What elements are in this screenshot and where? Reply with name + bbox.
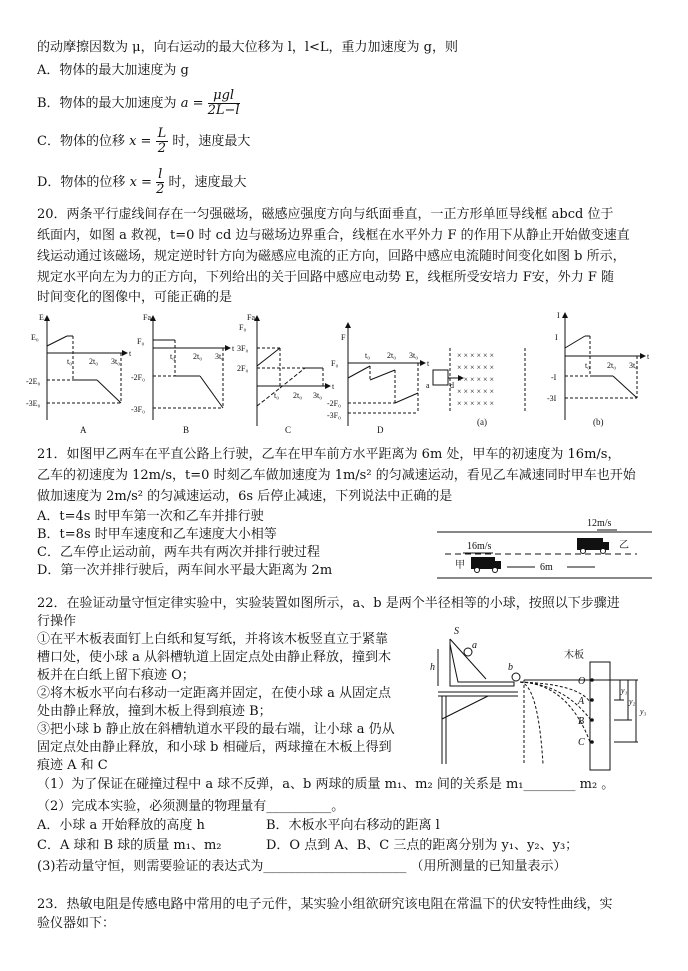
tick-label: I bbox=[555, 333, 558, 342]
q19-option-d-text: D．物体的位移 bbox=[37, 175, 126, 190]
tick-label: 3t₀ bbox=[111, 357, 121, 366]
label-y1: y₁ bbox=[621, 686, 628, 695]
q20-line-4: 规定水平向左为力的正方向，下列给出的关于回路中感应电动势 E，线框所受安培力 F安，外力 F 随 bbox=[37, 270, 615, 285]
fraction-numerator: L bbox=[157, 126, 167, 141]
axis-label: t bbox=[332, 382, 335, 391]
q23-line-1: 23．热敏电阻是传感电路中常用的电子元件，某实验小组欲研究该电阻在常温下的伏安特性曲线，实 bbox=[37, 897, 613, 912]
fraction-denominator: 2 bbox=[156, 182, 165, 197]
q19-option-b-fraction bbox=[208, 89, 240, 118]
q20-line-3: 线运动通过该磁场，规定逆时针方向为磁感应电流的正方向，回路中感应电流随时间变化如图 b 所示， bbox=[37, 249, 626, 264]
q21-option-d: D．第一次并排行驶后，两车间水平最大距离为 2m bbox=[37, 563, 333, 578]
field-crosses bbox=[457, 351, 494, 408]
label-distance: 6m bbox=[540, 562, 553, 573]
q19-option-d-fraction bbox=[156, 168, 164, 197]
q22-sub-1: （1）为了保证在碰撞过程中 a 球不反弹，a、b 两球的质量 m₁、m₂ 间的关系是 m₁________ m₂ 。 bbox=[37, 777, 615, 792]
q22-step-1: ①在平木板表面钉上白纸和复写纸，并将该木板竖直立于紧靠 bbox=[37, 632, 389, 647]
q22-step-2: 槽口处，使小球 a 从斜槽轨道上固定点处由静止释放，撞到木 bbox=[37, 650, 392, 665]
q22-step-6: ③把小球 b 静止放在斜槽轨道水平段的最右端，让小球 a 仍从 bbox=[37, 722, 395, 737]
q21-option-c: C．乙车停止运动前，两车共有两次并排行驶过程 bbox=[37, 545, 320, 560]
label-board: 木板 bbox=[564, 650, 584, 661]
q19-option-c-text: C．物体的位移 bbox=[37, 134, 125, 149]
tick-label: F₀ bbox=[331, 359, 339, 368]
tick-label: 2t₀ bbox=[193, 352, 203, 361]
tick-label: -3I bbox=[547, 394, 557, 403]
graph-label: C bbox=[285, 425, 292, 435]
q19-option-b-text: B．物体的最大加速度为 bbox=[37, 96, 177, 111]
graph-label: (a) bbox=[477, 417, 487, 427]
label-v-jia: 16m/s bbox=[467, 541, 492, 552]
axis-label: E bbox=[39, 313, 44, 322]
q22-option-a: A．小球 a 开始释放的高度 h bbox=[37, 818, 205, 833]
graph-c bbox=[257, 316, 330, 426]
car-yi bbox=[577, 538, 609, 554]
q19-option-b-lhs: a = bbox=[180, 96, 204, 111]
tick-label: t₀ bbox=[365, 351, 371, 360]
svg-text:× × × × × ×: × × × × × × bbox=[457, 387, 495, 396]
fraction-denominator: 2 bbox=[157, 141, 167, 156]
axis-label: Fa bbox=[247, 313, 255, 322]
car-jia bbox=[471, 557, 501, 573]
mark-c bbox=[590, 740, 594, 744]
q22-step-7: 固定点处由静止释放，和小球 b 相碰后，两球撞在木板上得到 bbox=[37, 740, 392, 755]
tick-label: F₀ bbox=[239, 323, 247, 332]
q21-line-2: 乙车的初速度为 12m/s，t=0 时刻乙车做加速度为 1m/s² 的匀减速运动，看见乙车减速同时甲车也开始 bbox=[37, 468, 636, 483]
tick-label: -3F₀ bbox=[131, 405, 145, 414]
q20-line-2: 纸面内，如图 a 救视，t=0 时 cd 边与磁场边界重合，线框在水平外力 F 的作用下从静止开始做变速直 bbox=[37, 228, 630, 243]
label-o: O bbox=[578, 676, 586, 687]
q20-line-1: 20．两条平行虚线间存在一匀强磁场，磁感应强度方向与纸面垂直，一正方形单匝导线框 abcd 位于 bbox=[37, 207, 614, 222]
q21-line-1: 21．如图甲乙两车在平直公路上行驶，乙车在甲车前方水平距离为 6m 处，甲车的初速度为 16m/s， bbox=[37, 447, 621, 462]
tick-label: 3F₀ bbox=[237, 344, 249, 353]
q22-option-d: D．O 点到 A、B、C 三点的距离分别为 y₁、y₂、y₃； bbox=[266, 838, 579, 853]
graph-d bbox=[348, 323, 425, 426]
q22-step-5: 处由静止释放，撞到木板上得到痕迹 B； bbox=[37, 704, 272, 719]
fraction-numerator: μgl bbox=[208, 89, 240, 104]
q19-option-d bbox=[37, 165, 247, 201]
q22-line-1: 22．在验证动量守恒定律实验中，实验装置如图所示，a、b 是两个半径相等的小球，按照以下步骤进 bbox=[37, 596, 620, 611]
frame-label-a: a bbox=[426, 381, 430, 390]
mark-a bbox=[590, 698, 594, 702]
tick-label: 3t₀ bbox=[313, 391, 323, 400]
axis-label: I bbox=[557, 311, 560, 320]
tick-label: t₀ bbox=[170, 352, 176, 361]
label-y2: y₂ bbox=[629, 697, 636, 706]
axis-label: t bbox=[232, 344, 235, 353]
tick-label: 2t₀ bbox=[89, 357, 99, 366]
q21-option-b: B．t=8s 时甲车速度和乙车速度大小相等 bbox=[37, 527, 277, 542]
q19-option-c-lhs: x = bbox=[129, 134, 152, 149]
label-v-yi: 12m/s bbox=[587, 518, 612, 529]
mark-o bbox=[590, 678, 594, 682]
q19-option-d-post: 时，速度最大 bbox=[168, 175, 247, 190]
tick-label: -3E₀ bbox=[26, 399, 41, 408]
q20-line-5: 时间变化的图像中，可能正确的是 bbox=[37, 290, 233, 305]
axis-label: F bbox=[341, 333, 346, 342]
q23-line-2: 验仪器如下： bbox=[37, 916, 116, 931]
tick-label: 2t₀ bbox=[607, 361, 617, 370]
q21-option-a: A．t=4s 时甲车第一次和乙车并排行驶 bbox=[37, 509, 264, 524]
tick-label: -2F₀ bbox=[327, 399, 341, 408]
axis-label: t bbox=[647, 352, 650, 361]
label-C: C bbox=[578, 737, 585, 748]
tick-label: -I bbox=[551, 373, 557, 382]
ball-b bbox=[512, 673, 520, 681]
mark-b bbox=[590, 718, 594, 722]
q19-option-b bbox=[37, 86, 240, 122]
label-y3: y₃ bbox=[640, 707, 647, 716]
tick-label: 2F₀ bbox=[237, 364, 249, 373]
graph-a bbox=[47, 316, 127, 420]
label-a: a bbox=[472, 640, 477, 651]
q19-option-c bbox=[37, 124, 250, 160]
q22-step-8: 痕迹 A 和 C bbox=[37, 758, 108, 773]
axis-label: t bbox=[427, 359, 430, 368]
tick-label: 3t₀ bbox=[215, 352, 225, 361]
tick-label: t₀ bbox=[274, 391, 280, 400]
graph-label: A bbox=[80, 425, 87, 435]
q22-step-4: ②将木板水平向右移动一定距离并固定，在使小球 a 从固定点 bbox=[37, 686, 392, 701]
graph-label: B bbox=[183, 425, 190, 435]
q19-option-a: A．物体的最大加速度为 g bbox=[37, 63, 189, 78]
q22-step-3: 板并在白纸上留下痕迹 O； bbox=[37, 668, 195, 683]
tick-label: 2t₀ bbox=[387, 351, 397, 360]
tick-label: 3t₀ bbox=[629, 361, 639, 370]
tick-label: 2t₀ bbox=[293, 391, 303, 400]
frame-label-d: d bbox=[450, 381, 454, 390]
tick-label: -2F₀ bbox=[131, 373, 145, 382]
tick-label: 3t₀ bbox=[409, 351, 419, 360]
tick-label: t₀ bbox=[67, 357, 73, 366]
graph-label: (b) bbox=[593, 417, 604, 427]
label-yi: 乙 bbox=[619, 540, 629, 551]
tick-label: -2E₀ bbox=[26, 377, 41, 386]
q19-stem-tail: 的动摩擦因数为 μ，向右运动的最大位移为 l，l<L，重力加速度为 g，则 bbox=[37, 40, 459, 55]
graph-b bbox=[153, 316, 230, 420]
q22-sub-3: (3)若动量守恒，则需要验证的表达式为______________________ （用所测量的已知量表示） bbox=[37, 859, 567, 874]
label-s: S bbox=[454, 626, 459, 637]
label-B: B bbox=[578, 716, 585, 727]
q22-apparatus-figure bbox=[428, 624, 658, 774]
svg-text:× × × × × ×: × × × × × × bbox=[457, 399, 495, 408]
fraction-numerator: l bbox=[156, 168, 164, 183]
tick-label: -3F₀ bbox=[327, 411, 341, 420]
label-b: b bbox=[508, 662, 513, 673]
axis-label: Fa bbox=[143, 313, 151, 322]
svg-text:× × × × × ×: × × × × × × bbox=[457, 351, 495, 360]
q19-option-c-fraction bbox=[156, 127, 169, 156]
q22-sub-2: （2）完成本实验，必须测量的物理量有__________。 bbox=[37, 799, 345, 814]
label-h: h bbox=[430, 662, 435, 673]
tick-label: F₀ bbox=[137, 337, 145, 346]
tick-label: E₀ bbox=[31, 333, 39, 342]
svg-text:× × × × × ×: × × × × × × bbox=[457, 363, 495, 372]
q22-line-2: 行操作 bbox=[37, 614, 77, 629]
q21-cars-figure bbox=[437, 510, 652, 582]
q21-line-3: 做加速度为 2m/s² 的匀减速运动，6s 后停止减速，下列说法中正确的是 bbox=[37, 489, 453, 504]
graph-label: D bbox=[377, 425, 384, 435]
q19-option-c-post: 时，速度最大 bbox=[172, 134, 251, 149]
q19-option-d-lhs: x = bbox=[129, 175, 152, 190]
label-jia: 甲 bbox=[455, 560, 465, 571]
tick-label: t₀ bbox=[585, 361, 591, 370]
axis-label: t bbox=[129, 349, 132, 358]
svg-text:× × × × × ×: × × × × × × bbox=[457, 375, 495, 384]
q22-option-b: B．木板水平向右移动的距离 l bbox=[266, 818, 440, 833]
ball-a bbox=[464, 648, 472, 656]
q22-option-c: C．A 球和 B 球的质量 m₁、m₂ bbox=[37, 838, 222, 853]
label-A: A bbox=[578, 696, 585, 707]
q20-graphs-figure bbox=[25, 308, 665, 438]
fraction-denominator: 2L−l bbox=[207, 103, 240, 118]
